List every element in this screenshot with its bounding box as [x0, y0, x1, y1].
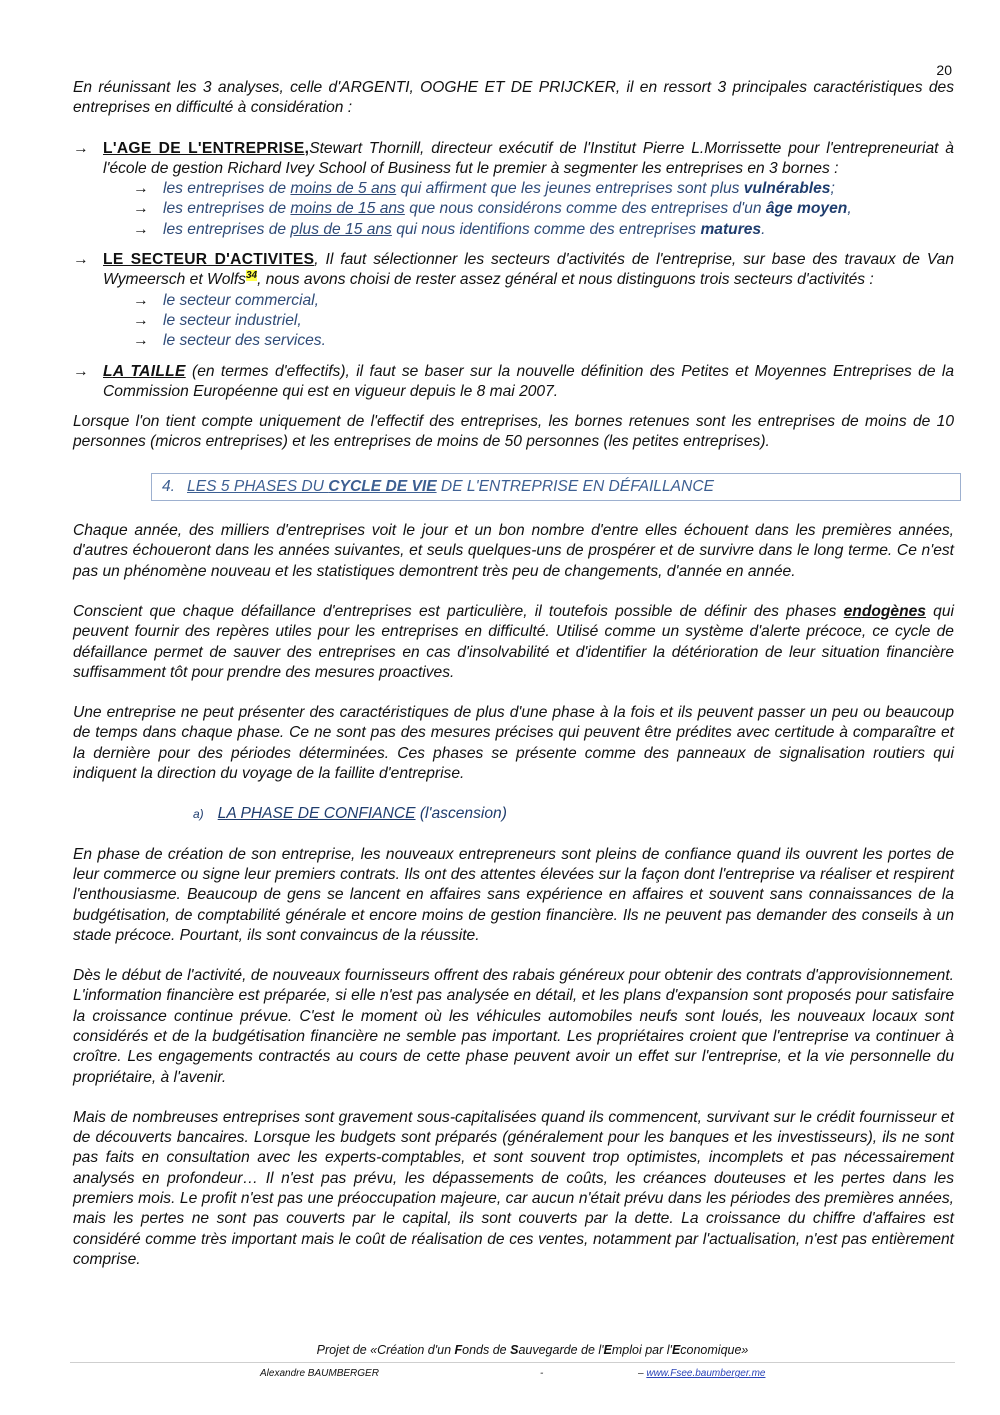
- arrow-right-icon: →: [73, 251, 89, 269]
- footer-project-title: Projet de «Création d'un Fonds de Sauvegarde de l'Emploi par l'Economique»: [316, 1343, 749, 1357]
- subsection-heading-a: a) LA PHASE DE CONFIANCE (l'ascension): [193, 805, 507, 823]
- age-sublist: [73, 179, 954, 240]
- bullet-age-text: Stewart Thornill, directeur exécutif de l'Institut Pierre L.Morrissette pour l'entrepreneuriat à l'école de gestion Richard Ivey School of Business fut le premier à segmenter les entreprises en 3 bornes :: [103, 139, 954, 177]
- footer-author: Alexandre BAUMBERGER: [260, 1368, 379, 1380]
- arrow-right-icon: →: [73, 139, 89, 157]
- document-body: [73, 78, 954, 1270]
- list-item: → les entreprises de plus de 15 ans qui nous identifions comme des entreprises matures.: [133, 220, 954, 240]
- list-item: → le secteur des services.: [133, 331, 954, 351]
- list-item: → le secteur industriel,: [133, 311, 954, 331]
- intro-paragraph: En réunissant les 3 analyses, celle d'ARGENTI, OOGHE ET DE PRIJCKER, il en ressort 3 principales caractéristiques des entreprises en difficulté à considération :: [73, 79, 954, 117]
- secteur-sublist: [73, 291, 954, 352]
- arrow-right-icon: →: [73, 362, 89, 380]
- list-item: → les entreprises de moins de 15 ans que nous considérons comme des entreprises d'un âge moyen,: [133, 199, 954, 219]
- bullet-taille: → LA TAILLE (en termes d'effectifs), il faut se baser sur la nouvelle définition des Petites et Moyennes Entreprises de la Commission Européenne qui est en vigueur depuis le 8 mai 2007.: [73, 362, 954, 400]
- paragraph: Dès le début de l'activité, de nouveaux fournisseurs offrent des rabais généreux pour obtenir des contrats d'approvisionnement. L'information financière est préparée, si elle n'est pas analysée en détail, et les plans d'expansion sont proposés pour satisfaire la croissance continue prévue. C'est le moment où les véhicules automobiles neufs sont loués, les nouveaux locaux sont considérés et de la budgétisation financière ne semble pas important. Les propriétaires croient que l'entreprise va continuer à croître. Les engagements contractés au cours de cette phase peuvent avoir un effet sur l'entreprise, et la vie personnelle du propriétaire, à l'avenir.: [73, 967, 954, 1086]
- section-heading-4: 4. LES 5 PHASES DU CYCLE DE VIE DE L'ENTREPRISE EN DÉFAILLANCE: [151, 473, 961, 501]
- bullet-taille-heading: LA TAILLE: [103, 362, 186, 380]
- list-item: → le secteur commercial,: [133, 291, 954, 311]
- paragraph: Conscient que chaque défaillance d'entreprises est particulière, il toutefois possible de définir des phases endogènes qui peuvent fournir des repères utiles pour les entreprises en difficulté. Utilisé comme un système d'alerte précoce, ce cycle de défaillance permet de sauver des entreprises en cas d'insolvabilité et d'identifier la détérioration de leur situation financière suffisamment tôt pour prendre des mesures proactives.: [73, 602, 954, 681]
- paragraph: En phase de création de son entreprise, les nouveaux entrepreneurs sont pleins de confiance quand ils ouvrent les portes de leur commerce ou signe leur premiers contrats. Ils ont des attentes élevées sur la façon dont l'entreprise va réaliser et respirent l'enthousiasme. Beaucoup de gens se lancent en affaires sans expérience en affaires et souvent sans connaissances de la budgétisation, de comptabilité générale et encore moins de gestion financière. Ils ne peuvent pas demander des conseils à un stade précoce. Pourtant, ils sont convaincus de la réussite.: [73, 845, 954, 944]
- list-item: → les entreprises de moins de 5 ans qui affirment que les jeunes entreprises sont plus vulnérables;: [133, 179, 954, 199]
- footer-separator: -: [540, 1368, 544, 1380]
- footer-site-link[interactable]: www.Fsee.baumberger.me: [646, 1368, 766, 1380]
- arrow-right-icon: →: [133, 332, 149, 350]
- paragraph: Une entreprise ne peut présenter des caractéristiques de plus d'une phase à la fois et ils peuvent passer un peu ou beaucoup de temps dans chaque phase. Ce ne sont pas des mesures précises qui peuvent être prédites avec certitude à comparaître et la dernière pour des périodes déterminées. Ces phases se présente comme des panneaux de signalisation routiers qui indiquent la direction du voyage de la faillite d'entreprise.: [73, 704, 954, 783]
- page-number: 20: [936, 62, 952, 78]
- bullet-age: [73, 139, 954, 180]
- paragraph: Mais de nombreuses entreprises sont gravement sous-capitalisées quand ils commencent, survivant sur le crédit fournisseur et de découverts bancaires. Lorsque les budgets sont préparés (généralement pour les banques et les investisseurs), ils ne sont pas faits en consultation avec les experts-comptables, et sont souvent trop optimistes, incomplets et pas nécessairement analysés en profondeur… Il n'est pas prévu, les dépassements de coûts, les créances douteuses et les pertes dans les premiers mois. Le profit n'est pas une préoccupation majeure, car aucun n'était prévu dans les périodes des premières années, mais les pertes ne sont pas couverts par le capital, ils sont couverts par la dette. La croissance du chiffre d'affaires est considéré comme très important mais le coût de réalisation de ces ventes, notamment par l'actualisation, n'est pas entièrement comprise.: [73, 1108, 954, 1268]
- arrow-right-icon: →: [133, 200, 149, 218]
- arrow-right-icon: →: [133, 291, 149, 309]
- arrow-right-icon: →: [133, 180, 149, 198]
- paragraph: Chaque année, des milliers d'entreprises voit le jour et un bon nombre d'entre elles échouent dans les premières années, d'autres échoueront dans les années suivantes, et seuls quelques-uns de prospérer et de survivre dans le long terme. Ce n'est pas un phénomène nouveau et les statistiques demontrent très peu de changements, d'année en année.: [73, 522, 954, 580]
- footer-site: – www.Fsee.baumberger.me: [638, 1368, 766, 1380]
- bullet-secteur: → LE SECTEUR D'ACTIVITES, Il faut sélectionner les secteurs d'activités de l'entreprise, sur base des travaux de Van Wymeersch et Wolfs$^{34}$, nous avons choisi de rester assez général et nous distinguons trois secteurs d'activités :: [73, 251, 954, 289]
- arrow-right-icon: →: [133, 311, 149, 329]
- bullet-secteur-heading: LE SECTEUR D'ACTIVITES: [103, 251, 315, 269]
- bullet-age-heading: L'AGE DE L'ENTREPRISE,: [103, 139, 310, 157]
- arrow-right-icon: →: [133, 220, 149, 238]
- effectif-paragraph: Lorsque l'on tient compte uniquement de l'effectif des entreprises, les bornes retenues sont les entreprises de moins de 10 personnes (micros entreprises) et les entreprises de moins de 50 personnes (les petites entreprises).: [73, 413, 954, 451]
- page-footer: [70, 1340, 955, 1380]
- footnote-marker: 34: [245, 270, 258, 282]
